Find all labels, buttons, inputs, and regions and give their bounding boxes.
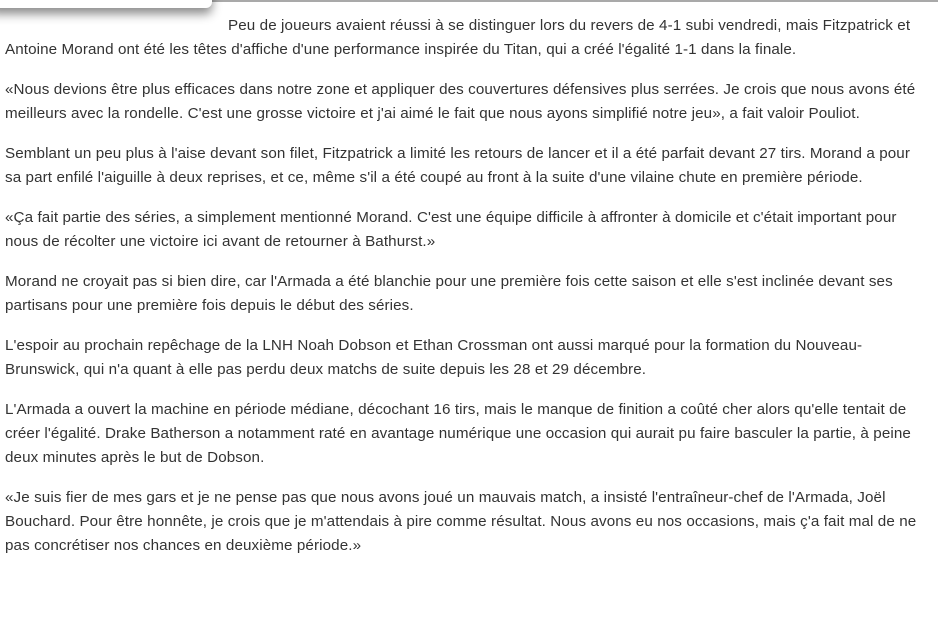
article-paragraph: Morand ne croyait pas si bien dire, car l'Armada a été blanchie pour une première fois cette saison et elle s'est inclinée devant ses partisans pour une première fois depuis le début des séries. (5, 273, 893, 314)
article-body (5, 14, 923, 574)
article-paragraph: Semblant un peu plus à l'aise devant son filet, Fitzpatrick a limité les retours de lancer et il a été parfait devant 27 tirs. Morand a pour sa part enfilé l'aiguille à deux reprises, et ce, même s'il a été coupé au front à la suite d'une vilaine chute en première période. (5, 145, 910, 186)
article-paragraph: «Je suis fier de mes gars et je ne pense pas que nous avons joué un mauvais match, a insisté l'entraîneur-chef de l'Armada, Joël Bouchard. Pour être honnête, je crois que je m'attendais à pire comme résultat. Nous avons eu nos occasions, mais ç'a fait mal de ne pas concrétiser nos chances en deuxième période.» (5, 489, 917, 554)
article-paragraph: Peu de joueurs avaient réussi à se distinguer lors du revers de 4-1 subi vendredi, mais Fitzpatrick et Antoine Morand ont été les têtes d'affiche d'une performance inspirée du Titan, qui a créé l'égalité 1-1 dans la finale. (5, 17, 911, 58)
article-paragraph: L'Armada a ouvert la machine en période médiane, décochant 16 tirs, mais le manque de finition a coûté cher alors qu'elle tentait de créer l'égalité. Drake Batherson a notamment raté en avantage numérique une occasion qui aurait pu faire basculer la partie, à peine deux minutes après le but de Dobson. (5, 401, 911, 466)
article-paragraph: «Nous devions être plus efficaces dans notre zone et appliquer des couvertures défensives plus serrées. Je crois que nous avons été meilleurs avec la rondelle. C'est une grosse victoire et j'ai aimé le fait que nous ayons simplifié notre jeu», a fait valoir Pouliot. (5, 81, 916, 122)
floating-panel (0, 0, 212, 8)
article-paragraph: «Ça fait partie des séries, a simplement mentionné Morand. C'est une équipe difficile à affronter à domicile et c'était important pour nous de récolter une victoire ici avant de retourner à Bathurst.» (5, 209, 897, 250)
article-paragraph: L'espoir au prochain repêchage de la LNH Noah Dobson et Ethan Crossman ont aussi marqué pour la formation du Nouveau-Brunswick, qui n'a quant à elle pas perdu deux matchs de suite depuis les 28 et 29 décembre. (5, 337, 863, 378)
